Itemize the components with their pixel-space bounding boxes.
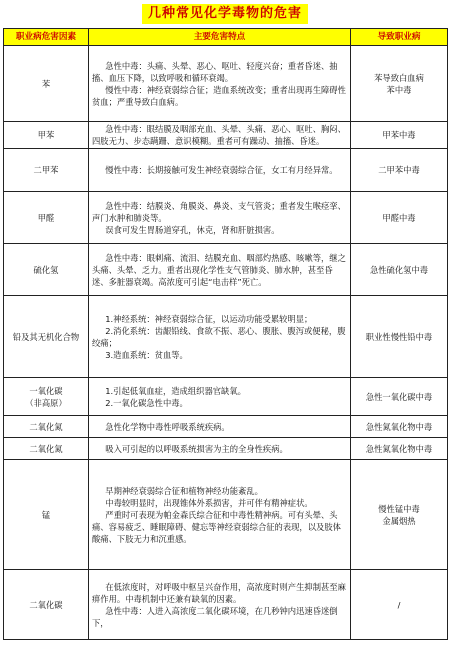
table-row xyxy=(4,122,448,149)
hazard-effect-text: 2.一氧化碳急性中毒。 xyxy=(105,397,188,408)
header-row xyxy=(4,29,448,46)
page-title: 几种常见化学毒物的危害 xyxy=(142,4,308,24)
hazard-factor-cell: 一氧化碳 （非高原） xyxy=(4,378,89,416)
hazard-factor-cell: 甲苯 xyxy=(4,122,89,149)
hazard-effect-text: 误食可发生胃肠道穿孔，休克，肾和肝脏损害。 xyxy=(105,224,280,235)
hazard-effects-cell xyxy=(89,438,351,460)
occupational-disease-cell: 急性硫化氢中毒 xyxy=(351,244,448,296)
table-row xyxy=(4,296,448,378)
hazard-effect-text: 急性化学物中毒性呼吸系统疾病。 xyxy=(105,421,230,432)
hazard-factor-cell: 甲醛 xyxy=(4,192,89,244)
hazard-effect-text: 严重时可表现为帕金森氏综合征和中毒性精神病。可有头晕、头痛、容易疲乏、睡眠障碍、健忘等神经衰弱综合征的表现，以及肢体酸痛、下肢无力和沉重感。 xyxy=(92,509,341,544)
hazard-effect-text: 1.引起低氧血症，造成组织器官缺氧。 xyxy=(105,385,246,396)
hazard-factor-cell: 二氧化碳 xyxy=(4,570,89,640)
hazard-effect-text: 在低浓度时，对呼吸中枢呈兴奋作用，高浓度时则产生抑制甚至麻痹作用。中毒机制中还兼有缺氧的因素。 xyxy=(92,581,346,604)
occupational-disease-cell: 急性氮氧化物中毒 xyxy=(351,416,448,438)
hazard-effect-text: 慢性中毒：神经衰弱综合征；造血系统改变；重者出现再生障碍性贫血；严重导致白血病。 xyxy=(92,84,346,107)
table-row xyxy=(4,244,448,296)
occupational-disease-cell: 二甲苯中毒 xyxy=(351,149,448,192)
hazard-factor-cell: 锰 xyxy=(4,460,89,570)
hazard-effect-text: 早期神经衰弱综合征和植物神经功能紊乱。 xyxy=(105,485,263,496)
occupational-disease-cell: 苯导致白血病 苯中毒 xyxy=(351,46,448,122)
hazard-effects-cell xyxy=(89,416,351,438)
occupational-disease-cell: 慢性锰中毒 金属烟热 xyxy=(351,460,448,570)
occupational-disease-cell: 甲苯中毒 xyxy=(351,122,448,149)
hazard-effects-cell xyxy=(89,149,351,192)
header-occupational-disease: 导致职业病 xyxy=(351,29,448,46)
hazard-effects-cell xyxy=(89,460,351,570)
hazard-effect-text: 1.神经系统：神经衰弱综合征，以运动功能受累较明显； xyxy=(105,313,313,324)
table-row xyxy=(4,46,448,122)
table-row xyxy=(4,438,448,460)
table-row xyxy=(4,378,448,416)
occupational-disease-cell: 职业性慢性铅中毒 xyxy=(351,296,448,378)
hazard-effect-text: 2.消化系统：齿龈铅线、食欲不振、恶心、腹胀、腹泻或便秘，腹绞痛； xyxy=(92,325,346,348)
table-row xyxy=(4,570,448,640)
hazard-factor-cell: 二氧化氮 xyxy=(4,416,89,438)
occupational-disease-cell: 甲醛中毒 xyxy=(351,192,448,244)
table-row xyxy=(4,460,448,570)
hazard-effect-text: 急性中毒：头痛、头晕、恶心、呕吐、轻度兴奋；重者昏迷、抽搐、血压下降，以致呼吸和循环衰竭。 xyxy=(92,60,338,83)
occupational-disease-cell: 急性一氧化碳中毒 xyxy=(351,378,448,416)
hazard-effect-text: 急性中毒：眼结膜及咽部充血、头晕、头痛、恶心、呕吐、胸闷、四肢无力、步态蹒跚、意识模糊。重者可有躁动、抽搐、昏迷。 xyxy=(92,124,346,146)
hazard-effect-text: 急性中毒：结膜炎、角膜炎、鼻炎、支气管炎；重者发生喉痉挛、声门水肿和肺炎等。 xyxy=(92,200,346,223)
hazard-effect-text: 急性中毒：人进入高浓度二氧化碳环境，在几秒钟内迅速昏迷倒下， xyxy=(92,605,338,628)
occupational-disease-cell: 急性氮氧化物中毒 xyxy=(351,438,448,460)
table-row xyxy=(4,149,448,192)
hazard-effect-text: 3.造血系统：贫血等。 xyxy=(105,349,188,360)
occupational-disease-cell: / xyxy=(351,570,448,640)
table-row xyxy=(4,416,448,438)
header-hazard-factor: 职业病危害因素 xyxy=(4,29,89,46)
hazards-table xyxy=(3,28,448,640)
header-main-hazards: 主要危害特点 xyxy=(89,29,351,46)
hazard-effects-cell xyxy=(89,192,351,244)
hazard-effect-text: 慢性中毒：长期接触可发生神经衰弱综合征，女工有月经异常。 xyxy=(105,165,338,175)
table-row xyxy=(4,192,448,244)
hazard-effect-text: 吸入可引起的以呼吸系统损害为主的全身性疾病。 xyxy=(105,443,288,454)
hazard-effects-cell xyxy=(89,570,351,640)
hazard-factor-cell: 二甲苯 xyxy=(4,149,89,192)
hazard-effects-cell xyxy=(89,46,351,122)
hazard-factor-cell: 铅及其无机化合物 xyxy=(4,296,89,378)
hazard-effects-cell xyxy=(89,378,351,416)
hazard-effects-cell xyxy=(89,296,351,378)
hazard-effect-text: 急性中毒：眼刺痛、流泪、结膜充血、咽部灼热感、咳嗽等，继之头痛、头晕、乏力。重者出现化学性支气管肺炎、肺水肿，甚至昏迷、多脏器衰竭。高浓度可引起“电击样”死亡。 xyxy=(92,252,346,287)
hazard-factor-cell: 硫化氢 xyxy=(4,244,89,296)
hazard-effects-cell xyxy=(89,244,351,296)
hazard-effects-cell xyxy=(89,122,351,149)
hazard-effect-text: 中毒较明显时，出现锥体外系损害，并可伴有精神症状。 xyxy=(105,497,313,508)
hazard-factor-cell: 苯 xyxy=(4,46,89,122)
hazard-factor-cell: 二氧化氮 xyxy=(4,438,89,460)
